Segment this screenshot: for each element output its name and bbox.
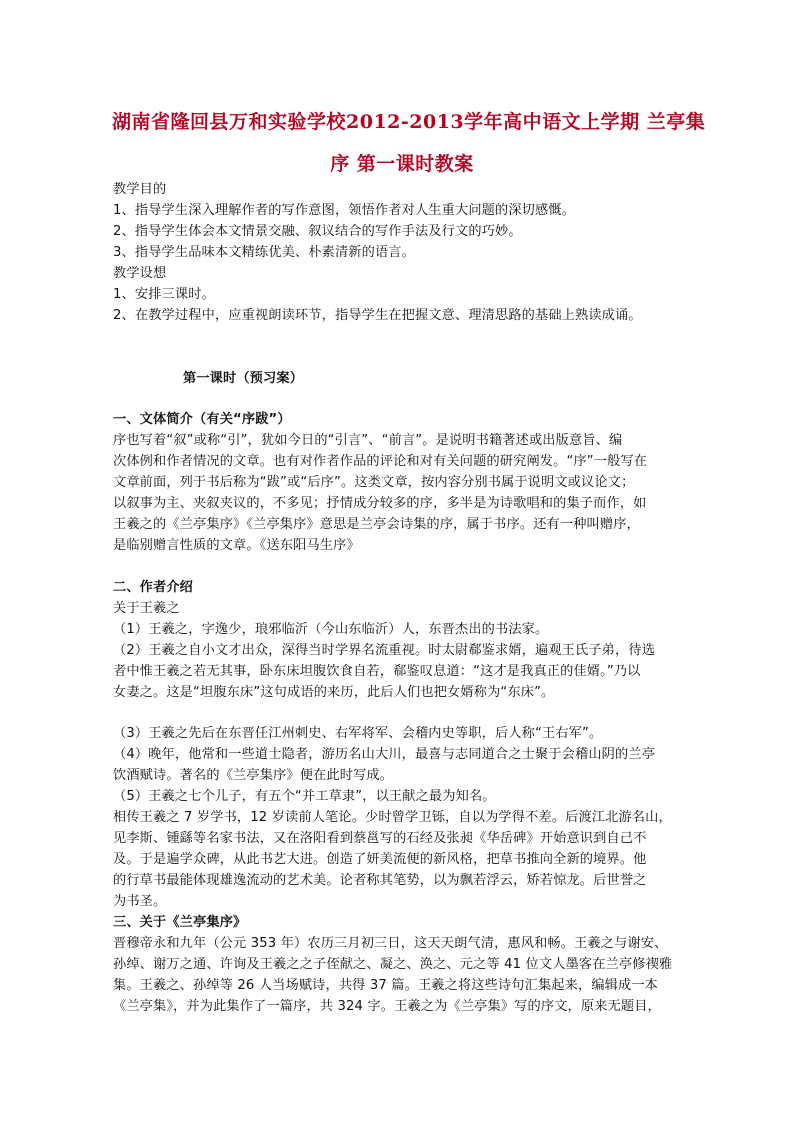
paragraph-line: 是临别赠言性质的文章。《送东阳马生序》 (113, 538, 360, 553)
paragraph-line: 以叙事为主、夹叙夹议的，不多见；抒情成分较多的序，多半是为诗歌唱和的集子而作，如 (113, 496, 647, 511)
paragraph-line: 饮酒赋诗。著名的《兰亭集序》便在此时写成。 (113, 768, 394, 783)
section-heading-author: 二、作者介绍 (113, 580, 194, 595)
lesson-heading: 第一课时（预习案） (183, 371, 304, 386)
document-title-line-2: 序 第一课时教案 (330, 153, 474, 175)
section-heading-teaching-goals: 教学目的 (113, 182, 167, 197)
paragraph-line: 及。于是遍学众碑，从此书艺大进。创造了妍美流便的新风格，把草书推向全新的境界。他 (113, 852, 647, 867)
paragraph-line: 相传王羲之 7 岁学书，12 岁读前人笔论。少时曾学卫铄，自以为学得不差。后渡江北游名山， (113, 810, 672, 825)
paragraph-line: 集。王羲之、孙绰等 26 人当场赋诗，共得 37 篇。王羲之将这些诗句汇集起来，编辑成一本 (113, 978, 659, 993)
plan-item-1: 1、安排三课时。 (113, 287, 215, 302)
paragraph-line: 女妻之。这是“坦腹东床”这句成语的来历，此后人们也把女婿称为“东床”。 (113, 685, 555, 700)
paragraph-line: （2）王羲之自小文才出众，深得当时学界名流重视。时太尉郗鉴求婿，遍观王氏子弟，待选 (113, 643, 656, 658)
paragraph-line: 《兰亭集》，并为此集作了一篇序，共 324 字。王羲之为《兰亭集》写的序文，原来无题目， (113, 999, 661, 1014)
paragraph-line: 的行草书最能体现雄逸流动的艺术美。论者称其笔势，以为飘若浮云，矫若惊龙。后世誉之 (113, 873, 647, 888)
paragraph-line: 者中惟王羲之若无其事，卧东床坦腹饮食自若，郗鉴叹息道：“这才是我真正的佳婿。”乃以 (113, 664, 641, 679)
paragraph-line: 王羲之的《兰亭集序》《兰亭集序》意思是兰亭会诗集的序，属于书序。还有一种叫赠序， (113, 517, 640, 532)
paragraph-line: 文章前面，列于书后称为“跋”或“后序”。这类文章，按内容分别书属于说明文或议论文； (113, 475, 635, 490)
section-heading-about-preface: 三、关于《兰亭集序》 (113, 915, 247, 930)
paragraph-line: 见李斯、锺繇等名家书法，又在洛阳看到蔡邕写的石经及张昶《华岳碑》开始意识到自己不 (113, 831, 647, 846)
paragraph-line: 晋穆帝永和九年（公元 353 年）农历三月初三日，这天天朗气清，惠风和畅。王羲之与谢安、 (113, 936, 668, 951)
goal-item-1: 1、指导学生深入理解作者的写作意图，领悟作者对人生重大问题的深切感慨。 (113, 203, 576, 218)
subheading-about-wang-xizhi: 关于王羲之 (113, 601, 180, 616)
paragraph-line: （5）王羲之七个儿子，有五个“并工草隶”，以王献之最为知名。 (113, 789, 496, 804)
plan-item-2: 2、在教学过程中，应重视朗读环节，指导学生在把握文意、理清思路的基础上熟读成诵。 (113, 308, 642, 323)
section-heading-genre: 一、文体简介（有关“序跋”） (113, 412, 291, 427)
goal-item-3: 3、指导学生品味本文精练优美、朴素清新的语言。 (113, 245, 415, 260)
document-title-line-1: 湖南省隆回县万和实验学校2012-2013学年高中语文上学期 兰亭集 (112, 111, 706, 133)
paragraph-line: 次体例和作者情况的文章。也有对作者作品的评论和对有关问题的研究阐发。“序”一般写在 (113, 454, 648, 469)
paragraph-line: （4）晚年，他常和一些道士隐者，游历名山大川，最喜与志同道合之士聚于会稽山阴的兰亭 (113, 747, 656, 762)
paragraph-line: （3）王羲之先后在东晋任江州刺史、右军将军、会稽内史等职，后人称“王右军”。 (113, 726, 603, 741)
paragraph-line: （1）王羲之，字逸少，琅邪临沂（今山东临沂）人，东晋杰出的书法家。 (113, 622, 549, 637)
paragraph-line: 为书圣。 (113, 894, 167, 909)
goal-item-2: 2、指导学生体会本文情景交融、叙议结合的写作手法及行文的巧妙。 (113, 224, 522, 239)
section-heading-teaching-plan: 教学设想 (113, 266, 167, 281)
paragraph-line: 序也写着“叙”或称“引”，犹如今日的“引言”、“前言”。是说明书籍著述或出版意旨、编 (113, 433, 623, 448)
paragraph-line: 孙绰、谢万之通、许询及王羲之之子侄献之、凝之、涣之、元之等 41 位文人墨客在兰亭修禊雅 (113, 957, 673, 972)
